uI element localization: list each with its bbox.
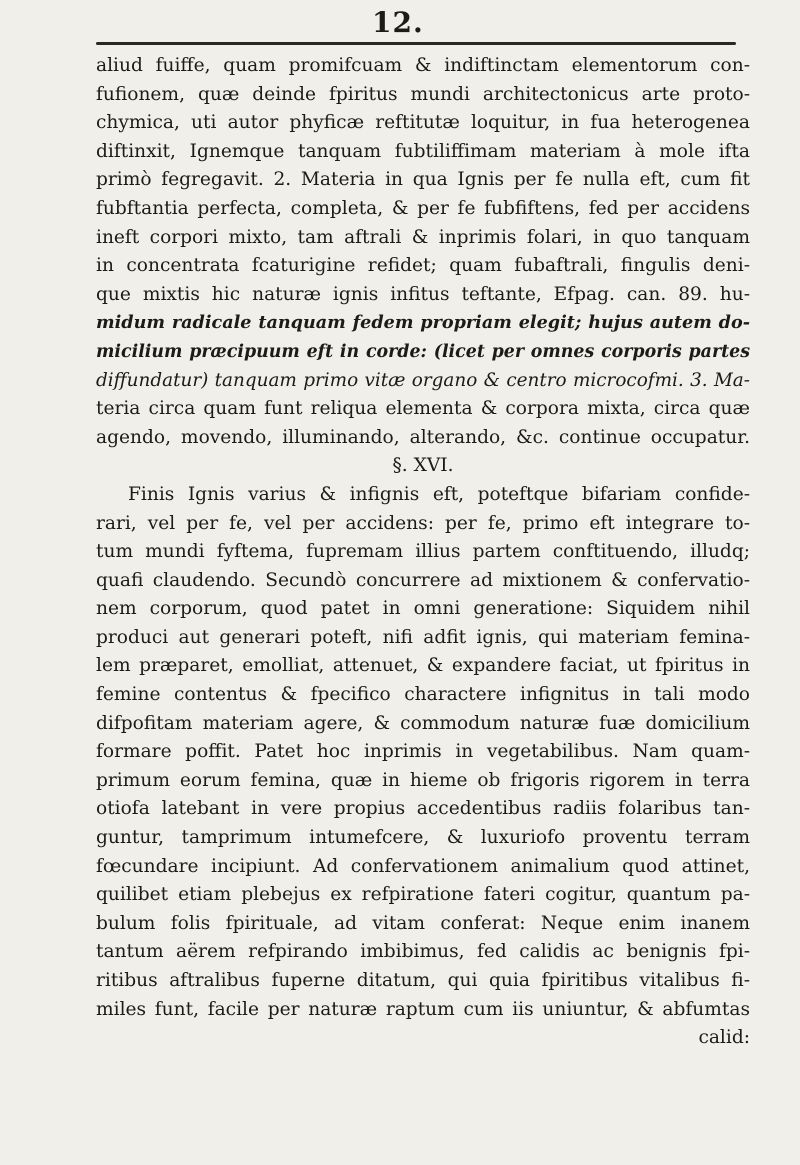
text-line: teria circa quam funt reliqua elementa & corpora mixta, circa quæ: [96, 398, 750, 420]
text-line: primum eorum femina, quæ in hieme ob frigoris rigorem in terra: [96, 769, 750, 791]
text-line: fubftantia perfecta, completa, & per fe fubfiftens, fed per accidens: [96, 197, 750, 219]
text-line: nem corporum, quod patet in omni generatione: Siquidem nihil: [96, 598, 750, 620]
text-line: guntur, tamprimum intumefcere, & luxuriofo proventu terram: [96, 827, 750, 849]
section-heading: §. XVI.: [392, 455, 454, 477]
body-text: [96, 52, 750, 1053]
text-line: diffundatur) tanquam primo vitæ organo & centro microcofmi. 3. Ma-: [96, 369, 750, 391]
header-rule: [96, 42, 736, 45]
text-line: ritibus aftralibus fuperne ditatum, qui quia fpiritibus vitalibus fi-: [96, 970, 750, 991]
text-line: bulum folis fpirituale, ad vitam conferat: Neque enim inanem: [96, 912, 750, 934]
text-line: miles funt, facile per naturæ raptum cum iis uniuntur, & abfumtas: [96, 998, 750, 1020]
text-line: tantum aërem refpirando imbibimus, fed calidis ac benignis fpi-: [96, 941, 750, 963]
text-line: Finis Ignis varius & infignis eft, poteftque bifariam confide-: [128, 483, 750, 505]
text-line: agendo, movendo, illuminando, alterando, &c. continue occupatur.: [96, 426, 750, 448]
text-line: produci aut generari poteft, nifi adfit ignis, qui materiam femina-: [96, 626, 750, 648]
text-line: otiofa latebant in vere propius accedentibus radiis folaribus tan-: [96, 798, 750, 820]
text-line: micilium præcipuum eft in corde: (licet per omnes corporis partes: [96, 341, 750, 362]
catchword: calid:: [698, 1027, 750, 1049]
text-line: midum radicale tanquam fedem propriam elegit; hujus autem do-: [96, 312, 750, 334]
text-line: formare poffit. Patet hoc inprimis in vegetabilibus. Nam quam-: [96, 741, 750, 763]
text-line: femine contentus & fpecifico charactere infignitus in tali modo: [96, 684, 750, 706]
text-line: quilibet etiam plebejus ex refpiratione fateri cogitur, quantum pa-: [96, 884, 750, 906]
text-line: fœcundare incipiunt. Ad confervationem animalium quod attinet,: [96, 855, 750, 877]
text-line: primò fegregavit. 2. Materia in qua Ignis per fe nulla eft, cum fit: [96, 169, 750, 191]
text-line: chymica, uti autor phyficæ reftitutæ loquitur, in fua heterogenea: [96, 112, 750, 134]
text-line: tum mundi fyftema, fupremam illius partem conftituendo, illudq;: [96, 541, 750, 563]
text-line: rari, vel per fe, vel per accidens: per fe, primo eft integrare to-: [96, 512, 750, 534]
text-line: diftinxit, Ignemque tanquam fubtiliffimam materiam à mole ifta: [96, 140, 750, 162]
text-line: fufionem, quæ deinde fpiritus mundi architectonicus arte proto-: [96, 83, 750, 105]
text-line: in concentrata fcaturigine refidet; quam fubaftrali, fingulis deni-: [96, 255, 750, 277]
text-line: difpofitam materiam agere, & commodum naturæ fuæ domicilium: [96, 712, 750, 734]
text-line: aliud fuiffe, quam promifcuam & indiftinctam elementorum con-: [96, 55, 750, 76]
text-line: ineft corpori mixto, tam aftrali & inprimis folari, in quo tanquam: [96, 226, 750, 248]
text-line: que mixtis hic naturæ ignis infitus teftante, Efpag. can. 89. hu-: [96, 283, 750, 305]
text-line: quafi claudendo. Secundò concurrere ad mixtionem & confervatio-: [96, 569, 750, 591]
page-number: 12.: [372, 6, 424, 39]
text-line: lem præparet, emolliat, attenuet, & expandere faciat, ut fpiritus in: [96, 655, 750, 677]
